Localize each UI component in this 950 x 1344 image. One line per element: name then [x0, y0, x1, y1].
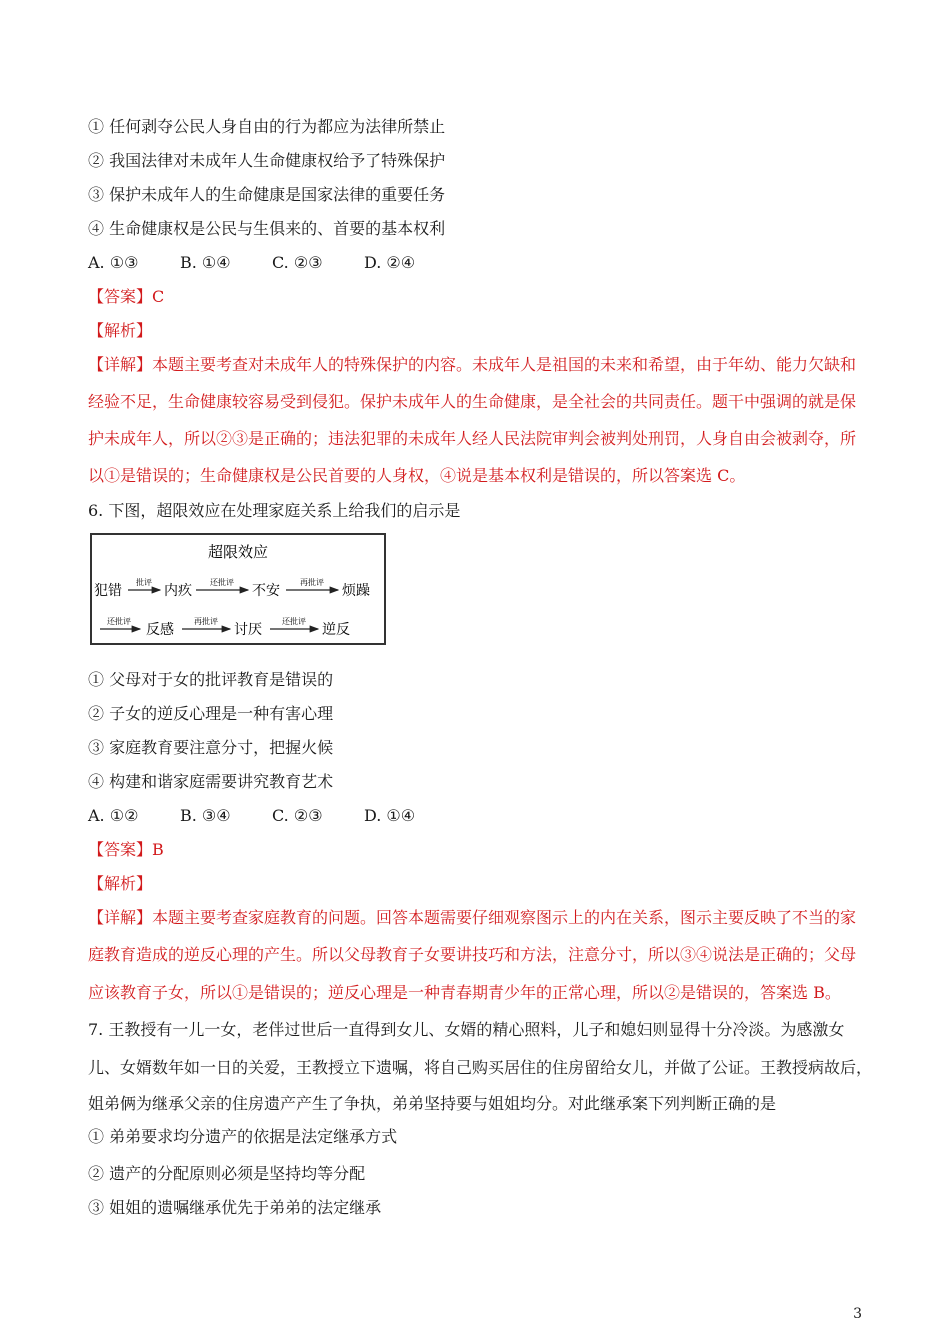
- figure-node: 逆反: [322, 622, 350, 638]
- q5-answer: [88, 287, 164, 307]
- q5-detail-line-2: 经验不足，生命健康较容易受到侵犯。保护未成年人的生命健康，是全社会的共同责任。题干中强调的就是保: [88, 392, 857, 411]
- answer-value: B: [152, 840, 164, 859]
- figure-node: 反感: [146, 622, 174, 638]
- figure-arrow-label: 再批评: [300, 578, 324, 587]
- q6-detail-line-2: 庭教育造成的逆反心理的产生。所以父母教育子女要讲技巧和方法，注意分寸，所以③④说法是正确的；父母: [88, 945, 857, 964]
- q7-stem-line-1: 7. 王教授有一儿一女，老伴过世后一直得到女儿、女婿的精心照料，儿子和媳妇则显得十分冷淡。为感激女: [88, 1020, 845, 1039]
- figure-node: 不安: [252, 583, 280, 599]
- q6-option-4: ④ 构建和谐家庭需要讲究教育艺术: [88, 772, 334, 791]
- superlimit-effect-figure: [90, 533, 386, 645]
- q6-answer: [88, 840, 164, 860]
- q6-detail-line-3: 应该教育子女，所以①是错误的；逆反心理是一种青春期青少年的正常心理，所以②是错误的，答案选 B。: [88, 983, 841, 1002]
- answer-value: C: [152, 287, 165, 306]
- analysis-tag: 【解析】: [88, 321, 153, 340]
- detail-text: 本题主要考查对未成年人的特殊保护的内容。未成年人是祖国的未来和希望，由于年幼、能力欠缺和: [152, 355, 857, 374]
- q5-option-1: ① 任何剥夺公民人身自由的行为都应为法律所禁止: [88, 117, 446, 136]
- q6-choice-b: B. ③④: [180, 806, 231, 825]
- figure-node: 内疚: [164, 583, 192, 599]
- page-number: 3: [853, 1306, 862, 1322]
- q7-stem-line-3: 姐弟俩为继承父亲的住房遗产产生了争执，弟弟坚持要与姐姐均分。对此继承案下列判断正确的是: [88, 1094, 777, 1113]
- q5-detail-line-1: [88, 355, 856, 375]
- q6-option-3: ③ 家庭教育要注意分寸，把握火候: [88, 738, 334, 757]
- q5-choice-a: A. ①③: [88, 253, 139, 272]
- q5-choices: [88, 253, 456, 273]
- analysis-tag: 【解析】: [88, 874, 153, 893]
- q6-detail-line-1: [88, 908, 856, 928]
- q5-detail-line-3: 护未成年人，所以②③是正确的；违法犯罪的未成年人经人民法院审判会被判处刑罚，人身自由会被剥夺，所: [88, 429, 857, 448]
- q6-choice-d: D. ①④: [364, 806, 416, 825]
- q5-option-4: ④ 生命健康权是公民与生俱来的、首要的基本权利: [88, 219, 446, 238]
- q6-choice-a: A. ①②: [88, 806, 139, 825]
- q5-detail-line-4: 以①是错误的；生命健康权是公民首要的人身权，④说是基本权利是错误的，所以答案选 C。: [88, 466, 746, 485]
- answer-tag: 【答案】: [88, 840, 153, 859]
- figure-arrow-label: 再批评: [194, 617, 218, 626]
- q6-choice-c: C. ②③: [272, 806, 323, 825]
- q7-option-2: ② 遗产的分配原则必须是坚持均等分配: [88, 1164, 366, 1183]
- q5-option-3: ③ 保护未成年人的生命健康是国家法律的重要任务: [88, 185, 446, 204]
- figure-arrow-label: 还批评: [107, 617, 131, 626]
- q5-choice-b: B. ①④: [180, 253, 231, 272]
- q6-option-1: ① 父母对于女的批评教育是错误的: [88, 670, 334, 689]
- q6-stem: 6. 下图，超限效应在处理家庭关系上给我们的启示是: [88, 501, 461, 520]
- q5-analysis-tag: [88, 321, 152, 341]
- figure-title: 超限效应: [207, 543, 269, 561]
- figure-node: 讨厌: [234, 622, 262, 638]
- q5-choice-c: C. ②③: [272, 253, 323, 272]
- figure-node: 犯错: [94, 583, 122, 599]
- q6-analysis-tag: [88, 874, 152, 894]
- q7-option-1: ① 弟弟要求均分遗产的依据是法定继承方式: [88, 1127, 398, 1146]
- detail-tag: 【详解】: [88, 355, 153, 374]
- q7-stem-line-2: 儿、女婿数年如一日的关爱，王教授立下遗嘱，将自己购买居住的住房留给女儿，并做了公证。王教授病故后，: [88, 1058, 873, 1077]
- detail-tag: 【详解】: [88, 908, 153, 927]
- q5-choice-d: D. ②④: [364, 253, 416, 272]
- q6-choices: [88, 806, 456, 826]
- figure-node: 烦躁: [342, 583, 370, 599]
- q6-option-2: ② 子女的逆反心理是一种有害心理: [88, 704, 334, 723]
- q5-option-2: ② 我国法律对未成年人生命健康权给予了特殊保护: [88, 151, 446, 170]
- figure-arrow-label: 还批评: [282, 617, 306, 626]
- detail-text: 本题主要考查家庭教育的问题。回答本题需要仔细观察图示上的内在关系，图示主要反映了不当的家: [152, 908, 857, 927]
- figure-arrow-label: 批评: [136, 578, 152, 587]
- answer-tag: 【答案】: [88, 287, 153, 306]
- figure-arrow-label: 还批评: [210, 578, 234, 587]
- q7-option-3: ③ 姐姐的遗嘱继承优先于弟弟的法定继承: [88, 1198, 382, 1217]
